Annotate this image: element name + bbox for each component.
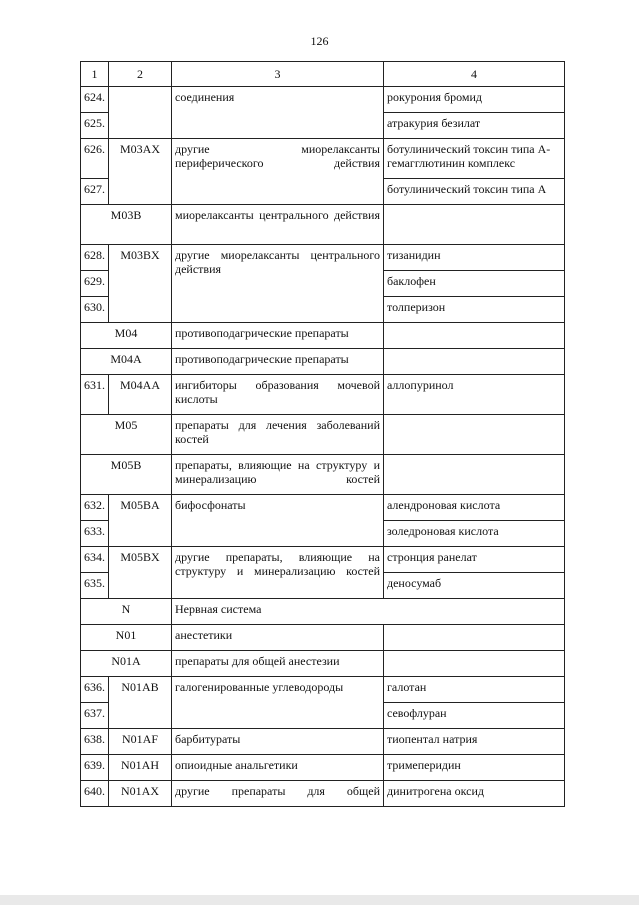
column-header: 4 xyxy=(384,62,565,87)
row-number: 635. xyxy=(81,573,109,599)
drug-name xyxy=(384,651,565,677)
group-description: противоподагрические препараты xyxy=(172,323,384,349)
column-header: 1 xyxy=(81,62,109,87)
row-number: 627. xyxy=(81,179,109,205)
group-description: препараты, влияющие на структуру и минерализацию костей xyxy=(172,455,384,495)
group-description: соединения xyxy=(172,87,384,139)
table-row xyxy=(81,625,565,651)
drug-name: баклофен xyxy=(384,271,565,297)
group-description: галогенированные углеводороды xyxy=(172,677,384,729)
drug-name: севофлуран xyxy=(384,703,565,729)
atc-code: N01A xyxy=(81,651,172,677)
table-row xyxy=(81,455,565,495)
group-description: миорелаксанты центрального действия xyxy=(172,205,384,245)
table-row xyxy=(81,415,565,455)
atc-code: M04A xyxy=(81,349,172,375)
page-bottom-edge xyxy=(0,895,639,905)
atc-code: M05 xyxy=(81,415,172,455)
table-row xyxy=(81,547,565,573)
group-description: препараты для общей анестезии xyxy=(172,651,384,677)
atc-code xyxy=(109,87,172,139)
row-number: 628. xyxy=(81,245,109,271)
row-number: 630. xyxy=(81,297,109,323)
row-number: 637. xyxy=(81,703,109,729)
atc-code: M04AA xyxy=(109,375,172,415)
table-row xyxy=(81,245,565,271)
table-row xyxy=(81,599,565,625)
atc-code: N01AX xyxy=(109,781,172,807)
drug-name: толперизон xyxy=(384,297,565,323)
table-row xyxy=(81,349,565,375)
drug-name: рокурония бромид xyxy=(384,87,565,113)
page-number: 126 xyxy=(310,34,329,48)
drug-name xyxy=(384,415,565,455)
atc-code: N01AB xyxy=(109,677,172,729)
table-row xyxy=(81,87,565,113)
table-row xyxy=(81,375,565,415)
drug-list-table xyxy=(80,61,565,807)
row-number: 636. xyxy=(81,677,109,703)
drug-name: тизанидин xyxy=(384,245,565,271)
row-number: 639. xyxy=(81,755,109,781)
table-row xyxy=(81,495,565,521)
row-number: 626. xyxy=(81,139,109,179)
group-description: другие миорелаксанты периферического действия xyxy=(172,139,384,205)
row-number: 633. xyxy=(81,521,109,547)
group-description: другие препараты для общей xyxy=(172,781,384,807)
group-description: противоподагрические препараты xyxy=(172,349,384,375)
table-row xyxy=(81,651,565,677)
drug-name: тримеперидин xyxy=(384,755,565,781)
table-header-row xyxy=(81,62,565,87)
group-description: препараты для лечения заболеваний костей xyxy=(172,415,384,455)
row-number: 624. xyxy=(81,87,109,113)
atc-code: N01AH xyxy=(109,755,172,781)
table-row xyxy=(81,729,565,755)
drug-name: атракурия безилат xyxy=(384,113,565,139)
group-description: опиоидные анальгетики xyxy=(172,755,384,781)
group-description: другие миорелаксанты центрального действия xyxy=(172,245,384,323)
group-description: ингибиторы образования мочевой кислоты xyxy=(172,375,384,415)
row-number: 631. xyxy=(81,375,109,415)
row-number: 640. xyxy=(81,781,109,807)
atc-code: N xyxy=(81,599,172,625)
drug-name xyxy=(384,349,565,375)
drug-name: алендроновая кислота xyxy=(384,495,565,521)
drug-name: ботулинический токсин типа А-гемагглютинин комплекс xyxy=(384,139,565,179)
row-number: 634. xyxy=(81,547,109,573)
atc-code: M05B xyxy=(81,455,172,495)
atc-code: M03AX xyxy=(109,139,172,205)
table-row xyxy=(81,323,565,349)
group-description: Нервная система xyxy=(172,599,565,625)
drug-name: ботулинический токсин типа А xyxy=(384,179,565,205)
column-header: 2 xyxy=(109,62,172,87)
row-number: 629. xyxy=(81,271,109,297)
column-header: 3 xyxy=(172,62,384,87)
drug-name: галотан xyxy=(384,677,565,703)
drug-name: аллопуринол xyxy=(384,375,565,415)
table-row xyxy=(81,755,565,781)
drug-name xyxy=(384,323,565,349)
drug-name: тиопентал натрия xyxy=(384,729,565,755)
row-number: 632. xyxy=(81,495,109,521)
drug-name: динитрогена оксид xyxy=(384,781,565,807)
drug-name: деносумаб xyxy=(384,573,565,599)
drug-name xyxy=(384,455,565,495)
row-number: 638. xyxy=(81,729,109,755)
drug-name xyxy=(384,625,565,651)
table-row xyxy=(81,781,565,807)
atc-code: N01 xyxy=(81,625,172,651)
drug-name: золедроновая кислота xyxy=(384,521,565,547)
atc-code: M04 xyxy=(81,323,172,349)
atc-code: N01AF xyxy=(109,729,172,755)
atc-code: M03B xyxy=(81,205,172,245)
table-row xyxy=(81,677,565,703)
drug-name: стронция ранелат xyxy=(384,547,565,573)
group-description: бифосфонаты xyxy=(172,495,384,547)
group-description: анестетики xyxy=(172,625,384,651)
drug-name xyxy=(384,205,565,245)
group-description: барбитураты xyxy=(172,729,384,755)
atc-code: M03BX xyxy=(109,245,172,323)
atc-code: M05BA xyxy=(109,495,172,547)
table-row xyxy=(81,139,565,179)
atc-code: M05BX xyxy=(109,547,172,599)
row-number: 625. xyxy=(81,113,109,139)
group-description: другие препараты, влияющие на структуру и минерализацию костей xyxy=(172,547,384,599)
table-row xyxy=(81,205,565,245)
